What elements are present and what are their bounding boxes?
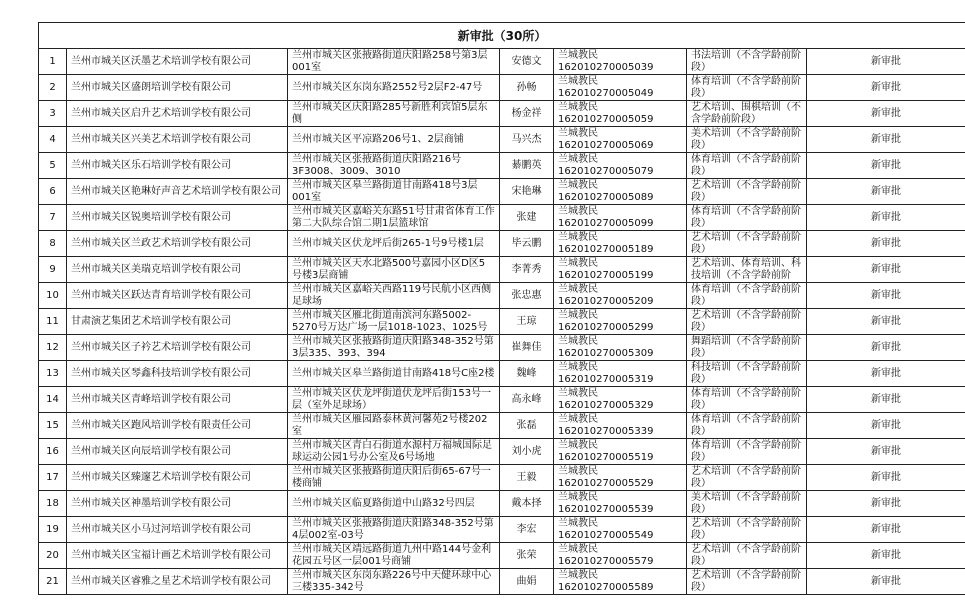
school-address: 兰州市城关区嘉峪关西路119号民航小区西侧足球场 xyxy=(288,283,500,309)
license-number: 兰城教民162010270005089 xyxy=(554,179,687,205)
row-number: 17 xyxy=(39,465,67,491)
table-title-row xyxy=(39,23,965,49)
row-number: 1 xyxy=(39,49,67,75)
license-number: 兰城教民162010270005579 xyxy=(554,543,687,569)
training-scope: 体育培训（不含学龄前阶段） xyxy=(687,75,807,101)
training-scope: 艺术培训（不含学龄前阶段） xyxy=(687,517,807,543)
training-scope: 体育培训（不含学龄前阶段） xyxy=(687,205,807,231)
school-name: 兰州市城关区子衿艺术培训学校有限公司 xyxy=(67,335,288,361)
table-row xyxy=(39,101,965,127)
school-name: 兰州市城关区睿雅之星艺术培训学校有限公司 xyxy=(67,569,288,595)
training-scope: 舞蹈培训（不含学龄前阶段） xyxy=(687,335,807,361)
school-address: 兰州市城关区平凉路206号1、2层商铺 xyxy=(288,127,500,153)
table-row xyxy=(39,439,965,465)
approval-status: 新审批 xyxy=(807,49,965,75)
row-number: 15 xyxy=(39,413,67,439)
training-scope: 体育培训（不含学龄前阶段） xyxy=(687,439,807,465)
school-name: 兰州市城关区沃墨艺术培训学校有限公司 xyxy=(67,49,288,75)
principal-name: 马兴杰 xyxy=(500,127,554,153)
approval-status: 新审批 xyxy=(807,309,965,335)
training-scope: 艺术培训（不含学龄前阶段） xyxy=(687,231,807,257)
approval-status: 新审批 xyxy=(807,257,965,283)
school-name: 兰州市城关区启升艺术培训学校有限公司 xyxy=(67,101,288,127)
training-scope: 艺术培训、体育培训、科技培训（不含学龄前阶 xyxy=(687,257,807,283)
school-name: 兰州市城关区美瑞克培训学校有限公司 xyxy=(67,257,288,283)
approval-status: 新审批 xyxy=(807,205,965,231)
license-number: 兰城教民162010270005319 xyxy=(554,361,687,387)
principal-name: 魏峰 xyxy=(500,361,554,387)
training-scope: 艺术培训（不含学龄前阶段） xyxy=(687,179,807,205)
approval-status: 新审批 xyxy=(807,101,965,127)
principal-name: 綦鹏英 xyxy=(500,153,554,179)
training-scope: 艺术培训（不含学龄前阶段） xyxy=(687,309,807,335)
table-row xyxy=(39,49,965,75)
row-number: 14 xyxy=(39,387,67,413)
row-number: 3 xyxy=(39,101,67,127)
table-row xyxy=(39,283,965,309)
school-address: 兰州市城关区青白石街道水源村万福城国际足球运动公园1号办公室及6号场地 xyxy=(288,439,500,465)
approval-status: 新审批 xyxy=(807,413,965,439)
school-name: 兰州市城关区琴鑫科技培训学校有限公司 xyxy=(67,361,288,387)
row-number: 12 xyxy=(39,335,67,361)
approval-status: 新审批 xyxy=(807,231,965,257)
school-name: 兰州市城关区跃达青育培训学校有限公司 xyxy=(67,283,288,309)
table-row xyxy=(39,491,965,517)
principal-name: 曲娟 xyxy=(500,569,554,595)
row-number: 6 xyxy=(39,179,67,205)
approval-status: 新审批 xyxy=(807,361,965,387)
principal-name: 高永峰 xyxy=(500,387,554,413)
school-name: 兰州市城关区向辰培训学校有限公司 xyxy=(67,439,288,465)
principal-name: 张建 xyxy=(500,205,554,231)
table-row xyxy=(39,413,965,439)
document-page xyxy=(38,22,965,595)
training-scope: 体育培训（不含学龄前阶段） xyxy=(687,387,807,413)
table-row xyxy=(39,465,965,491)
row-number: 18 xyxy=(39,491,67,517)
row-number: 19 xyxy=(39,517,67,543)
school-address: 兰州市城关区张掖路街道庆阳路348-352号第3层335、393、394 xyxy=(288,335,500,361)
row-number: 2 xyxy=(39,75,67,101)
license-number: 兰城教民162010270005539 xyxy=(554,491,687,517)
row-number: 7 xyxy=(39,205,67,231)
table-row xyxy=(39,179,965,205)
school-address: 兰州市城关区庆阳路285号新胜利宾馆5层东侧 xyxy=(288,101,500,127)
school-address: 兰州市城关区张掖路街道庆阳后街65-67号一楼商铺 xyxy=(288,465,500,491)
training-scope: 美术培训（不含学龄前阶段） xyxy=(687,491,807,517)
principal-name: 王毅 xyxy=(500,465,554,491)
license-number: 兰城教民162010270005519 xyxy=(554,439,687,465)
school-address: 兰州市城关区天水北路500号嘉园小区D区5号楼3层商铺 xyxy=(288,257,500,283)
license-number: 兰城教民162010270005329 xyxy=(554,387,687,413)
approval-status: 新审批 xyxy=(807,127,965,153)
school-name: 兰州市城关区臻邃艺术培训学校有限公司 xyxy=(67,465,288,491)
row-number: 4 xyxy=(39,127,67,153)
school-address: 兰州市城关区皋兰路街道甘南路418号C座2楼 xyxy=(288,361,500,387)
school-address: 兰州市城关区张掖路街道庆阳路216号3F3008、3009、3010 xyxy=(288,153,500,179)
license-number: 兰城教民162010270005099 xyxy=(554,205,687,231)
training-scope: 体育培训（不含学龄前阶段） xyxy=(687,153,807,179)
training-scope: 体育培训（不含学龄前阶段） xyxy=(687,283,807,309)
principal-name: 宋艳琳 xyxy=(500,179,554,205)
approval-status: 新审批 xyxy=(807,491,965,517)
school-approval-table xyxy=(38,22,965,595)
training-scope: 艺术培训（不含学龄前阶段） xyxy=(687,569,807,595)
training-scope: 美术培训（不含学龄前阶段） xyxy=(687,127,807,153)
row-number: 8 xyxy=(39,231,67,257)
principal-name: 杨金祥 xyxy=(500,101,554,127)
license-number: 兰城教民162010270005339 xyxy=(554,413,687,439)
table-row xyxy=(39,517,965,543)
principal-name: 戴本择 xyxy=(500,491,554,517)
approval-status: 新审批 xyxy=(807,465,965,491)
school-name: 兰州市城关区小马过河培训学校有限公司 xyxy=(67,517,288,543)
principal-name: 刘小虎 xyxy=(500,439,554,465)
school-address: 兰州市城关区皋兰路街道甘南路418号3层001室 xyxy=(288,179,500,205)
table-row xyxy=(39,205,965,231)
approval-status: 新审批 xyxy=(807,179,965,205)
license-number: 兰城教民162010270005209 xyxy=(554,283,687,309)
principal-name: 孙畅 xyxy=(500,75,554,101)
table-title: 新审批（30所） xyxy=(39,23,965,49)
school-address: 兰州市城关区雁园路泰林黄河馨苑2号楼202室 xyxy=(288,413,500,439)
school-name: 兰州市城关区乐石培训学校有限公司 xyxy=(67,153,288,179)
table-row xyxy=(39,569,965,595)
principal-name: 张荣 xyxy=(500,543,554,569)
school-address: 兰州市城关区张掖路街道庆阳路348-352号第4层002室-03号 xyxy=(288,517,500,543)
school-address: 兰州市城关区靖远路街道九州中路144号金利花园五号区一层001号商铺 xyxy=(288,543,500,569)
school-name: 兰州市城关区兰政艺术培训学校有限公司 xyxy=(67,231,288,257)
approval-status: 新审批 xyxy=(807,335,965,361)
school-address: 兰州市城关区张掖路街道庆阳路258号第3层001室 xyxy=(288,49,500,75)
table-row xyxy=(39,153,965,179)
school-name: 兰州市城关区青峰培训学校有限公司 xyxy=(67,387,288,413)
school-name: 兰州市城关区艳琳好声音艺术培训学校有限公司 xyxy=(67,179,288,205)
training-scope: 艺术培训、围棋培训（不含学龄前阶段） xyxy=(687,101,807,127)
approval-status: 新审批 xyxy=(807,543,965,569)
license-number: 兰城教民162010270005069 xyxy=(554,127,687,153)
row-number: 21 xyxy=(39,569,67,595)
approval-status: 新审批 xyxy=(807,569,965,595)
school-address: 兰州市城关区临夏路街道中山路32号四层 xyxy=(288,491,500,517)
license-number: 兰城教民162010270005059 xyxy=(554,101,687,127)
row-number: 5 xyxy=(39,153,67,179)
principal-name: 李宏 xyxy=(500,517,554,543)
school-address: 兰州市城关区嘉峪关东路51号甘肃省体育工作第二大队综合馆二期1层篮球馆 xyxy=(288,205,500,231)
school-name: 兰州市城关区跑风培训学校有限责任公司 xyxy=(67,413,288,439)
license-number: 兰城教民162010270005589 xyxy=(554,569,687,595)
row-number: 16 xyxy=(39,439,67,465)
license-number: 兰城教民162010270005549 xyxy=(554,517,687,543)
table-row xyxy=(39,361,965,387)
license-number: 兰城教民162010270005049 xyxy=(554,75,687,101)
row-number: 10 xyxy=(39,283,67,309)
approval-status: 新审批 xyxy=(807,153,965,179)
license-number: 兰城教民162010270005299 xyxy=(554,309,687,335)
license-number: 兰城教民162010270005529 xyxy=(554,465,687,491)
approval-status: 新审批 xyxy=(807,517,965,543)
school-address: 兰州市城关区东岗东路226号中天健环球中心三楼335-342号 xyxy=(288,569,500,595)
row-number: 9 xyxy=(39,257,67,283)
approval-status: 新审批 xyxy=(807,75,965,101)
principal-name: 李菁秀 xyxy=(500,257,554,283)
row-number: 13 xyxy=(39,361,67,387)
training-scope: 书法培训（不含学龄前阶段） xyxy=(687,49,807,75)
approval-status: 新审批 xyxy=(807,387,965,413)
school-name: 兰州市城关区宝福计画艺术培训学校有限公司 xyxy=(67,543,288,569)
school-name: 兰州市城关区神墨培训学校有限公司 xyxy=(67,491,288,517)
table-row xyxy=(39,231,965,257)
license-number: 兰城教民162010270005079 xyxy=(554,153,687,179)
school-address: 兰州市城关区伏龙坪街道伏龙坪后街153号一层（室外足球场） xyxy=(288,387,500,413)
principal-name: 张忠惠 xyxy=(500,283,554,309)
approval-status: 新审批 xyxy=(807,283,965,309)
principal-name: 王琼 xyxy=(500,309,554,335)
school-address: 兰州市城关区伏龙坪后街265-1号9号楼1层 xyxy=(288,231,500,257)
school-name: 甘肃演艺集团艺术培训学校有限公司 xyxy=(67,309,288,335)
school-name: 兰州市城关区盛朗培训学校有限公司 xyxy=(67,75,288,101)
table-row xyxy=(39,309,965,335)
principal-name: 安德文 xyxy=(500,49,554,75)
table-row xyxy=(39,127,965,153)
license-number: 兰城教民162010270005309 xyxy=(554,335,687,361)
license-number: 兰城教民162010270005199 xyxy=(554,257,687,283)
principal-name: 张磊 xyxy=(500,413,554,439)
table-row xyxy=(39,387,965,413)
table-row xyxy=(39,75,965,101)
school-address: 兰州市城关区雁北街道南滨河东路5002-5270号万达广场一层1018-1023、1025号 xyxy=(288,309,500,335)
training-scope: 体育培训（不含学龄前阶段） xyxy=(687,413,807,439)
principal-name: 崔舞佳 xyxy=(500,335,554,361)
table-row xyxy=(39,335,965,361)
row-number: 20 xyxy=(39,543,67,569)
approval-status: 新审批 xyxy=(807,439,965,465)
training-scope: 艺术培训（不含学龄前阶段） xyxy=(687,543,807,569)
school-name: 兰州市城关区兴美艺术培训学校有限公司 xyxy=(67,127,288,153)
license-number: 兰城教民162010270005189 xyxy=(554,231,687,257)
license-number: 兰城教民162010270005039 xyxy=(554,49,687,75)
school-name: 兰州市城关区锐奥培训学校有限公司 xyxy=(67,205,288,231)
principal-name: 毕云鹏 xyxy=(500,231,554,257)
training-scope: 艺术培训（不含学龄前阶段） xyxy=(687,465,807,491)
table-row xyxy=(39,543,965,569)
row-number: 11 xyxy=(39,309,67,335)
school-address: 兰州市城关区东岗东路2552号2层F2-47号 xyxy=(288,75,500,101)
table-row xyxy=(39,257,965,283)
training-scope: 科技培训（不含学龄前阶段） xyxy=(687,361,807,387)
